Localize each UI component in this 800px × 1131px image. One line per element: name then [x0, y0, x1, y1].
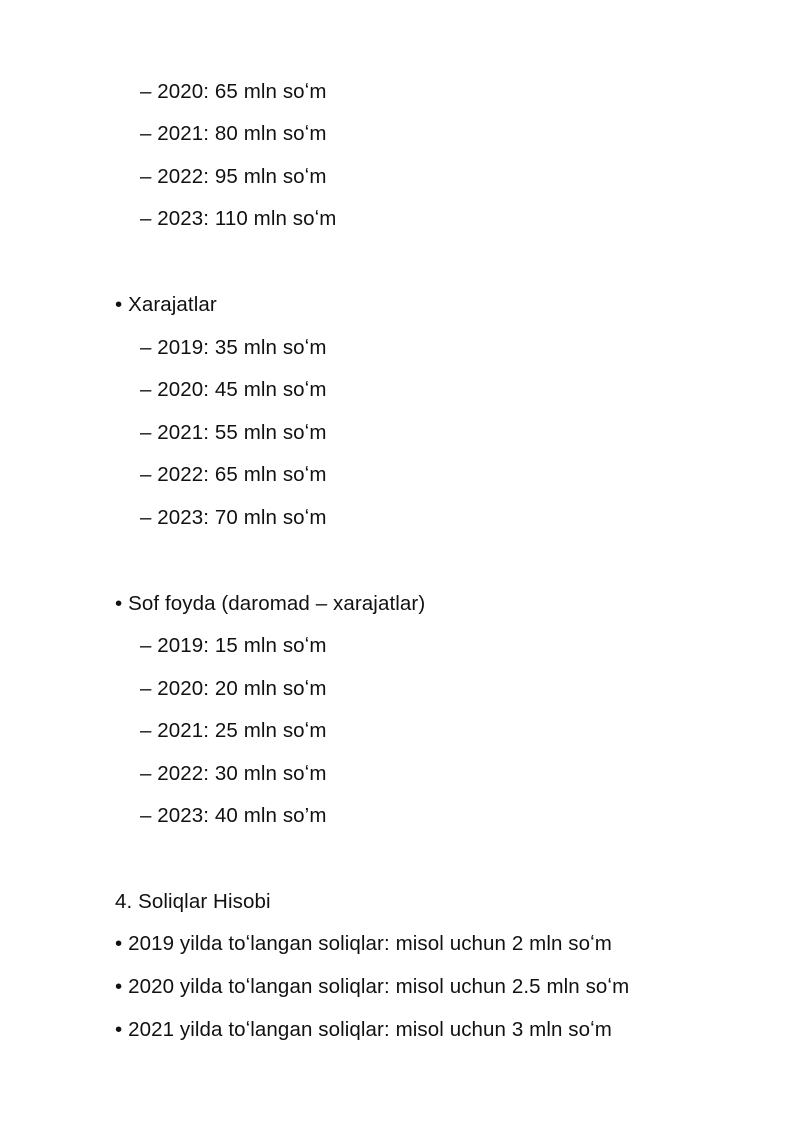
expenses-item-2021: – 2021: 55 mln soʻm: [140, 421, 327, 444]
net-profit-heading: • Sof foyda (daromad – xarajatlar): [115, 592, 426, 615]
taxes-item-2021: • 2021 yilda toʻlangan soliqlar: misol uchun 3 mln soʻm: [115, 1018, 612, 1041]
taxes-item-2020: • 2020 yilda toʻlangan soliqlar: misol uchun 2.5 mln soʻm: [115, 975, 630, 998]
income-item-2020: – 2020: 65 mln soʻm: [140, 80, 327, 103]
net-profit-item-2021: – 2021: 25 mln soʻm: [140, 719, 327, 742]
net-profit-item-2019: – 2019: 15 mln soʻm: [140, 634, 327, 657]
taxes-item-2019: • 2019 yilda toʻlangan soliqlar: misol uchun 2 mln soʻm: [115, 932, 612, 955]
net-profit-item-2022: – 2022: 30 mln soʻm: [140, 762, 327, 785]
income-item-2022: – 2022: 95 mln soʻm: [140, 165, 327, 188]
expenses-item-2019: – 2019: 35 mln soʻm: [140, 336, 327, 359]
net-profit-item-2023: – 2023: 40 mln so’m: [140, 804, 327, 827]
net-profit-item-2020: – 2020: 20 mln soʻm: [140, 677, 327, 700]
expenses-item-2020: – 2020: 45 mln soʻm: [140, 378, 327, 401]
expenses-item-2022: – 2022: 65 mln soʻm: [140, 463, 327, 486]
income-item-2021: – 2021: 80 mln soʻm: [140, 122, 327, 145]
income-item-2023: – 2023: 110 mln soʻm: [140, 207, 337, 230]
expenses-heading: • Xarajatlar: [115, 293, 217, 316]
expenses-item-2023: – 2023: 70 mln soʻm: [140, 506, 327, 529]
taxes-section-heading: 4. Soliqlar Hisobi: [115, 890, 271, 913]
